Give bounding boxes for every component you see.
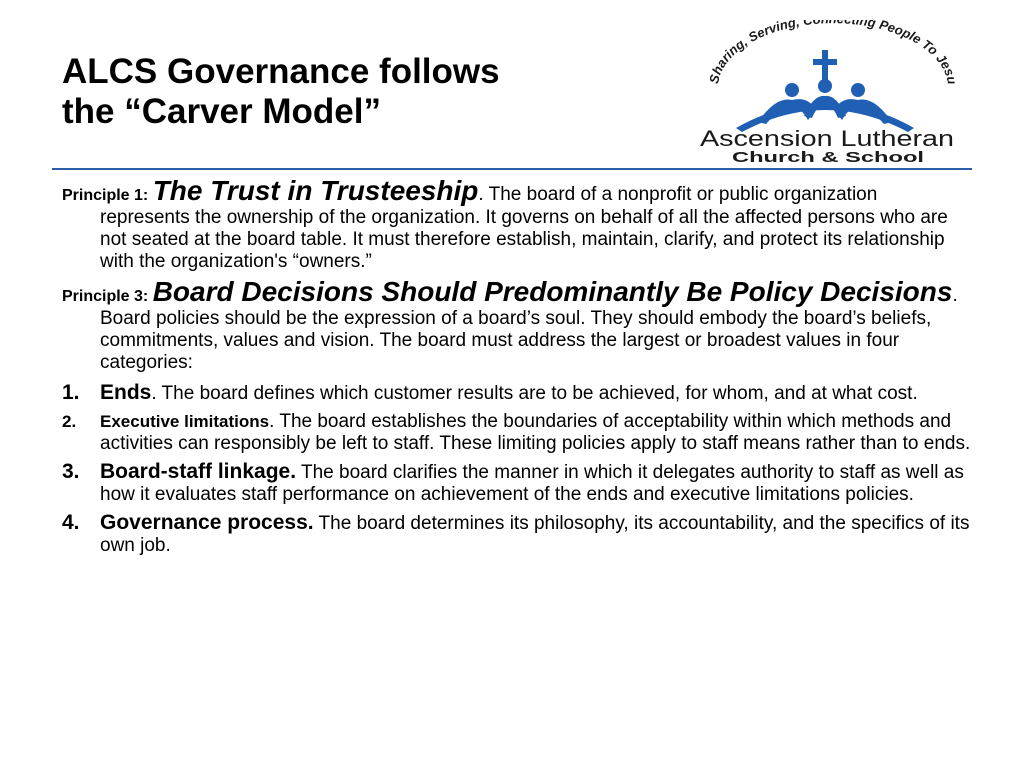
cross-icon — [822, 50, 828, 82]
category-item-1 — [62, 382, 972, 405]
logo-name-line-2: Church & School — [732, 149, 924, 164]
principle-1 — [62, 175, 972, 273]
category-text: . The board establishes the boundaries of acceptability within which methods and activities can responsibly be left to staff. These limiting policies apply to staff means rather than to ends. — [100, 411, 971, 454]
people-figures-icon — [736, 79, 914, 132]
category-text: . The board defines which customer results are to be achieved, for whom, and at what cost. — [151, 383, 918, 404]
logo-name-line-1: Ascension Lutheran — [700, 126, 954, 151]
slide-body — [62, 175, 972, 563]
category-text: The board determines its philosophy, its accountability, and the specifics of its own job. — [100, 513, 970, 556]
principle-1-text: . The board of a nonprofit or public organization represents the ownership of the organization. It governs on behalf of all the affected persons who are not seated at the board table. It must therefore establish, maintain, clarify, and protect its relationship with the organization's “owners.” — [100, 184, 948, 272]
church-logo — [696, 20, 958, 164]
slide-title — [62, 52, 500, 132]
category-item-2 — [62, 411, 972, 455]
category-term: Board-staff linkage. — [100, 460, 297, 483]
principle-1-label: Principle 1: — [62, 187, 153, 204]
title-divider — [52, 168, 972, 170]
category-number: 2. — [62, 412, 77, 431]
category-term: Executive limitations — [100, 412, 270, 431]
category-number: 1. — [62, 381, 80, 404]
slide-title-line-1: ALCS Governance follows — [62, 52, 500, 91]
category-text: The board clarifies the manner in which it delegates authority to staff as well as how it evaluates staff performance on achievement of the ends and executive limitations policies. — [100, 462, 964, 505]
principle-3-text: . Board policies should be the expression of a board’s soul. They should embody the board’s beliefs, commitments, values and vision. The board must address the largest or broadest values in four categories: — [100, 285, 958, 373]
principle-3-label: Principle 3: — [62, 288, 153, 305]
church-logo-graphic — [696, 20, 958, 164]
principle-1-title: The Trust in Trusteeship — [152, 175, 479, 206]
principle-3 — [62, 276, 972, 374]
category-term: Governance process. — [100, 511, 314, 534]
category-item-3 — [62, 461, 972, 506]
slide-title-line-2: the “Carver Model” — [62, 92, 381, 131]
category-number: 3. — [62, 460, 80, 483]
category-term: Ends — [100, 381, 152, 404]
category-number: 4. — [62, 511, 80, 534]
logo-arc-text: Sharing, Serving, C ing People To Jes — [706, 20, 958, 85]
principle-3-title: Board Decisions Should Predominantly Be Policy Decisions — [152, 276, 953, 307]
category-item-4 — [62, 512, 972, 557]
